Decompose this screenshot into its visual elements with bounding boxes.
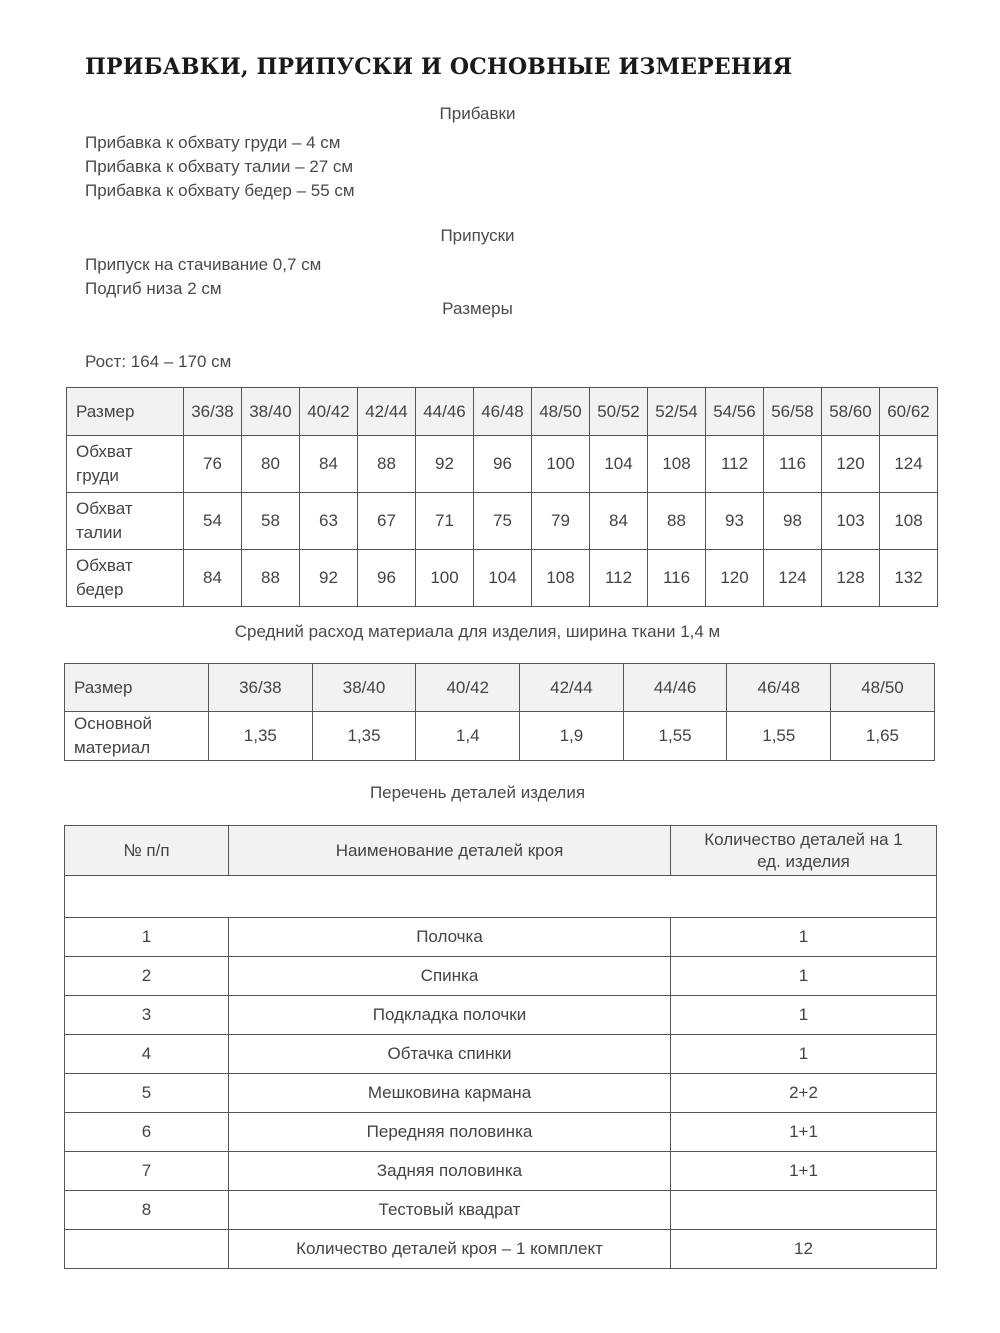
row-label-line: материал xyxy=(74,738,151,757)
table-cell: 1,65 xyxy=(831,712,935,761)
table-cell: 124 xyxy=(880,436,938,493)
size-column-header: 44/46 xyxy=(623,664,727,712)
seam-allowance-item: Припуск на стачивание 0,7 см xyxy=(85,255,322,274)
table-row xyxy=(65,1191,937,1230)
table-cell: 75 xyxy=(474,493,532,550)
size-column-header: 36/38 xyxy=(184,388,242,436)
size-column-header: 56/58 xyxy=(764,388,822,436)
part-number: 4 xyxy=(65,1035,229,1074)
table-row xyxy=(65,1074,937,1113)
size-column-header: 48/50 xyxy=(831,664,935,712)
table-cell: 92 xyxy=(416,436,474,493)
part-number: 2 xyxy=(65,957,229,996)
total-number-empty xyxy=(65,1230,229,1269)
table-row xyxy=(65,957,937,996)
table-cell: 88 xyxy=(648,493,706,550)
total-quantity: 12 xyxy=(671,1230,937,1269)
table-cell: 96 xyxy=(358,550,416,607)
row-label-line: Обхват xyxy=(76,499,133,518)
table-row-total xyxy=(65,1230,937,1269)
size-column-header: 58/60 xyxy=(822,388,880,436)
table-cell: 1,9 xyxy=(520,712,624,761)
part-number: 3 xyxy=(65,996,229,1035)
table-header-row xyxy=(65,826,937,876)
table-cell: 1,35 xyxy=(312,712,416,761)
total-label: Количество деталей кроя – 1 комплект xyxy=(229,1230,671,1269)
part-name: Передняя половинка xyxy=(229,1113,671,1152)
header-quantity-line: ед. изделия xyxy=(757,851,850,871)
row-label-line: бедер xyxy=(76,580,124,599)
table-cell: 1,4 xyxy=(416,712,520,761)
part-name: Тестовый квадрат xyxy=(229,1191,671,1230)
part-number: 6 xyxy=(65,1113,229,1152)
part-number: 8 xyxy=(65,1191,229,1230)
seam-allowance-item: Подгиб низа 2 см xyxy=(85,279,222,298)
table-cell: 84 xyxy=(590,493,648,550)
seam-allowances-heading: Припуски xyxy=(440,226,515,245)
table-cell: 104 xyxy=(590,436,648,493)
table-cell: 96 xyxy=(474,436,532,493)
part-quantity: 1+1 xyxy=(671,1152,937,1191)
header-part-name: Наименование деталей кроя xyxy=(229,826,671,876)
table-cell: 108 xyxy=(880,493,938,550)
table-cell: 54 xyxy=(184,493,242,550)
seam-allowances-list xyxy=(85,253,321,301)
allowance-item: Прибавка к обхвату талии – 27 см xyxy=(85,157,354,176)
table-row xyxy=(65,1113,937,1152)
part-quantity: 1 xyxy=(671,996,937,1035)
row-label-line: Обхват xyxy=(76,442,133,461)
header-number: № п/п xyxy=(65,826,229,876)
empty-cell xyxy=(65,876,937,918)
size-column-header: 46/48 xyxy=(727,664,831,712)
table-cell: 67 xyxy=(358,493,416,550)
table-row xyxy=(65,1035,937,1074)
table-cell: 92 xyxy=(300,550,358,607)
part-quantity xyxy=(671,1191,937,1230)
table-cell: 88 xyxy=(358,436,416,493)
height-range: Рост: 164 – 170 см xyxy=(85,352,232,371)
table-cell: 112 xyxy=(590,550,648,607)
header-quantity xyxy=(671,826,937,876)
table-row-chest xyxy=(67,436,938,493)
size-column-header: 60/62 xyxy=(880,388,938,436)
row-label xyxy=(67,493,184,550)
part-number: 7 xyxy=(65,1152,229,1191)
table-cell: 88 xyxy=(242,550,300,607)
size-column-header: 40/42 xyxy=(416,664,520,712)
table-cell: 84 xyxy=(300,436,358,493)
table-row-hips xyxy=(67,550,938,607)
size-column-header: 54/56 xyxy=(706,388,764,436)
size-column-header: 44/46 xyxy=(416,388,474,436)
part-name: Обтачка спинки xyxy=(229,1035,671,1074)
table-row xyxy=(65,1152,937,1191)
header-size-label: Размер xyxy=(65,664,209,712)
size-measurements-table xyxy=(66,387,938,607)
size-column-header: 46/48 xyxy=(474,388,532,436)
row-label-line: груди xyxy=(76,466,119,485)
allowances-heading: Прибавки xyxy=(439,104,516,123)
table-cell: 104 xyxy=(474,550,532,607)
table-cell: 128 xyxy=(822,550,880,607)
table-cell: 63 xyxy=(300,493,358,550)
table-cell: 120 xyxy=(706,550,764,607)
table-cell: 84 xyxy=(184,550,242,607)
table-cell: 80 xyxy=(242,436,300,493)
table-cell: 108 xyxy=(532,550,590,607)
size-column-header: 38/40 xyxy=(242,388,300,436)
part-quantity: 1 xyxy=(671,957,937,996)
size-column-header: 40/42 xyxy=(300,388,358,436)
size-column-header: 42/44 xyxy=(358,388,416,436)
table-cell: 1,35 xyxy=(209,712,313,761)
table-cell: 100 xyxy=(416,550,474,607)
page-title: ПРИБАВКИ, ПРИПУСКИ И ОСНОВНЫЕ ИЗМЕРЕНИЯ xyxy=(85,54,793,80)
part-name: Полочка xyxy=(229,918,671,957)
table-row xyxy=(65,996,937,1035)
row-label-line: Обхват xyxy=(76,556,133,575)
size-column-header: 50/52 xyxy=(590,388,648,436)
allowance-item: Прибавка к обхвату бедер – 55 см xyxy=(85,181,355,200)
table-cell: 116 xyxy=(648,550,706,607)
table-cell: 120 xyxy=(822,436,880,493)
size-column-header: 52/54 xyxy=(648,388,706,436)
row-label-line: талии xyxy=(76,523,122,542)
table-cell: 108 xyxy=(648,436,706,493)
sizes-heading: Размеры xyxy=(442,299,513,318)
size-column-header: 38/40 xyxy=(312,664,416,712)
table-cell: 1,55 xyxy=(623,712,727,761)
table-cell: 103 xyxy=(822,493,880,550)
allowances-list xyxy=(85,131,355,203)
part-quantity: 1 xyxy=(671,1035,937,1074)
consumption-heading: Средний расход материала для изделия, ширина ткани 1,4 м xyxy=(234,622,721,641)
size-column-header: 48/50 xyxy=(532,388,590,436)
table-cell: 112 xyxy=(706,436,764,493)
allowance-item: Прибавка к обхвату груди – 4 см xyxy=(85,133,341,152)
part-name: Задняя половинка xyxy=(229,1152,671,1191)
table-row xyxy=(65,918,937,957)
header-size-label: Размер xyxy=(67,388,184,436)
parts-list-table xyxy=(64,825,937,1269)
row-label xyxy=(65,712,209,761)
table-cell: 71 xyxy=(416,493,474,550)
row-label xyxy=(67,550,184,607)
table-cell: 132 xyxy=(880,550,938,607)
table-cell: 124 xyxy=(764,550,822,607)
table-header-row xyxy=(65,664,935,712)
table-header-row xyxy=(67,388,938,436)
header-quantity-line: Количество деталей на 1 xyxy=(704,829,903,849)
part-quantity: 2+2 xyxy=(671,1074,937,1113)
part-quantity: 1 xyxy=(671,918,937,957)
table-cell: 98 xyxy=(764,493,822,550)
table-row-main-material xyxy=(65,712,935,761)
table-row-waist xyxy=(67,493,938,550)
parts-heading: Перечень деталей изделия xyxy=(369,783,586,802)
part-name: Спинка xyxy=(229,957,671,996)
size-column-header: 36/38 xyxy=(209,664,313,712)
table-cell: 116 xyxy=(764,436,822,493)
part-quantity: 1+1 xyxy=(671,1113,937,1152)
table-cell: 1,55 xyxy=(727,712,831,761)
row-label-line: Основной xyxy=(74,714,152,733)
row-label xyxy=(67,436,184,493)
table-cell: 79 xyxy=(532,493,590,550)
material-consumption-table xyxy=(64,663,935,761)
table-cell: 58 xyxy=(242,493,300,550)
part-number: 5 xyxy=(65,1074,229,1113)
table-cell: 76 xyxy=(184,436,242,493)
part-number: 1 xyxy=(65,918,229,957)
table-cell: 100 xyxy=(532,436,590,493)
table-row-empty xyxy=(65,876,937,918)
part-name: Мешковина кармана xyxy=(229,1074,671,1113)
size-column-header: 42/44 xyxy=(520,664,624,712)
part-name: Подкладка полочки xyxy=(229,996,671,1035)
table-cell: 93 xyxy=(706,493,764,550)
